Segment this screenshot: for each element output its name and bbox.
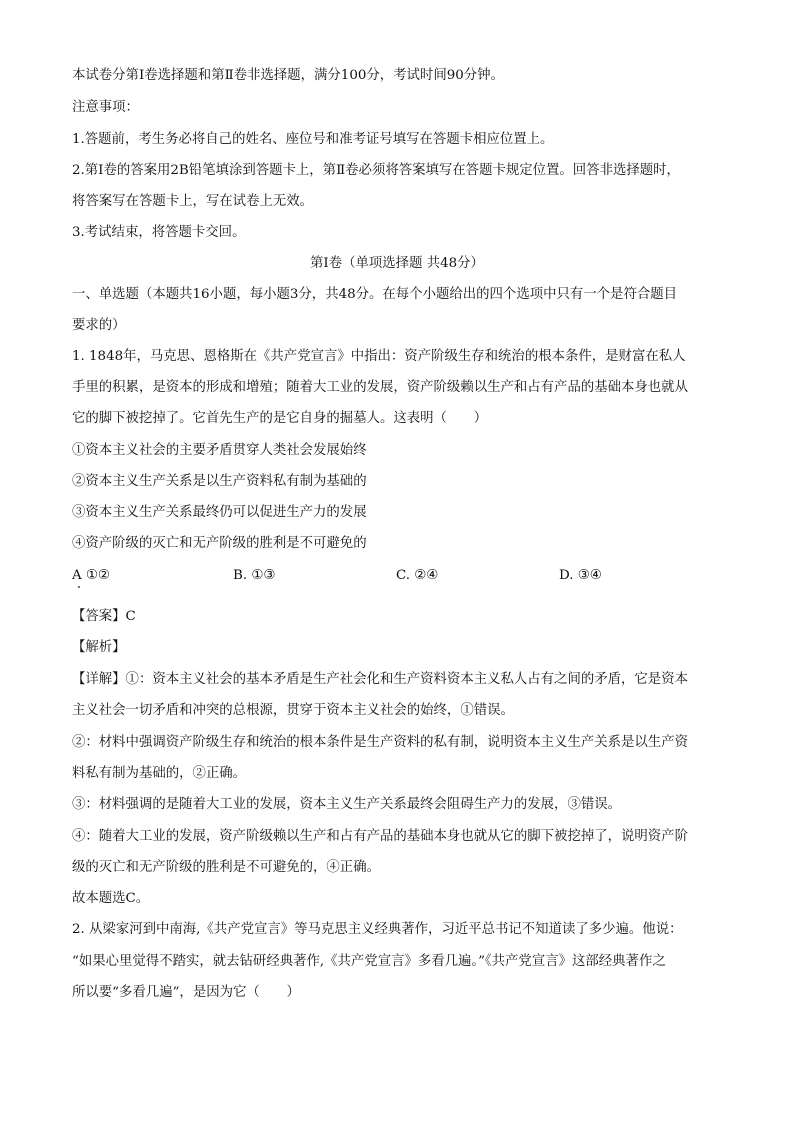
q2-stem-line1: 2. 从梁家河到中南海,《共产党宣言》等马克思主义经典著作，习近平总书记不知道读了多少遍。他说：: [72, 922, 683, 937]
q1-detail-4-line1: ④：随着大工业的发展，资产阶级赖以生产和占有产品的基础本身也就从它的脚下被挖掉了，说明资产阶: [72, 829, 688, 844]
q1-option-a: A ①②: [72, 568, 110, 583]
q1-option-b: B. ①③: [233, 568, 276, 583]
q1-option-c: C. ②④: [396, 568, 439, 583]
q2-stem-line2: “如果心里觉得不踏实，就去钻研经典著作,《共产党宣言》多看几遍。”《共产党宣言》这部经典著作之: [72, 954, 666, 969]
q1-conclusion: 故本题选C。: [72, 891, 150, 906]
q1-detail-3: ③：材料强调的是随着大工业的发展，资本主义生产关系最终会阻碍生产力的发展，③错误。: [72, 797, 622, 812]
q1-detail-1-line1: 【详解】①：资本主义社会的基本矛盾是生产社会化和生产资料资本主义私人占有之间的矛盾，它是资本: [72, 672, 688, 687]
q1-detail-2-line1: ②：材料中强调资产阶级生存和统治的根本条件是生产资料的私有制，说明资本主义生产关系是以生产资: [72, 735, 688, 750]
notice-item-1: 1.答题前，考生务必将自己的姓名、座位号和准考证号填写在答题卡相应位置上。: [72, 132, 554, 147]
q1-analysis-label: 【解析】: [72, 640, 126, 655]
q1-statement-3: ③资本主义生产关系最终仍可以促进生产力的发展: [72, 505, 367, 520]
part1-instruction-line2: 要求的）: [72, 318, 126, 333]
notice-title: 注意事项：: [72, 100, 139, 115]
q1-statement-1: ①资本主义社会的主要矛盾贯穿人类社会发展始终: [72, 443, 367, 458]
q1-detail-1-line2: 主义社会一切矛盾和冲突的总根源，贯穿于资本主义社会的始终，①错误。: [72, 703, 514, 718]
q1-detail-2-line2: 料私有制为基础的，②正确。: [72, 766, 247, 781]
q1-stem-line1: 1. 1848年，马克思、恩格斯在《共产党宣言》中指出：资产阶级生存和统治的根本条件，是财富在私人: [72, 349, 686, 364]
exam-info-line: 本试卷分第Ⅰ卷选择题和第Ⅱ卷非选择题，满分100分，考试时间90分钟。: [72, 68, 504, 83]
notice-item-2-line2: 将答案写在答题卡上，写在试卷上无效。: [72, 194, 314, 209]
section-title: 第Ⅰ卷（单项选择题 共48分）: [310, 256, 484, 271]
q1-stem-line3: 它的脚下被挖掉了。它首先生产的是它自身的掘墓人。这表明（ ）: [72, 411, 488, 426]
q1-stem-line2: 手里的积累，是资本的形成和增殖；随着大工业的发展，资产阶级赖以生产和占有产品的基础本身也就从: [72, 380, 688, 395]
notice-item-3: 3.考试结束，将答题卡交回。: [72, 225, 246, 240]
stray-dot-mark: [78, 586, 80, 588]
notice-item-2-line1: 2.第Ⅰ卷的答案用2B铅笔填涂到答题卡上，第Ⅱ卷必须将答案填写在答题卡规定位置。回答非选择题时，: [72, 163, 680, 178]
part1-instruction-line1: 一、单选题（本题共16小题，每小题3分，共48分。在每个小题给出的四个选项中只有一个是符合题目: [72, 287, 678, 302]
q1-answer: 【答案】C: [72, 609, 136, 624]
q1-option-d: D. ③④: [559, 568, 602, 583]
q1-statement-4: ④资产阶级的灭亡和无产阶级的胜利是不可避免的: [72, 536, 367, 551]
q1-detail-4-line2: 级的灭亡和无产阶级的胜利是不可避免的，④正确。: [72, 860, 380, 875]
q2-stem-line3: 所以要“多看几遍”，是因为它（ ）: [72, 985, 300, 1000]
q1-statement-2: ②资本主义生产关系是以生产资料私有制为基础的: [72, 474, 367, 489]
